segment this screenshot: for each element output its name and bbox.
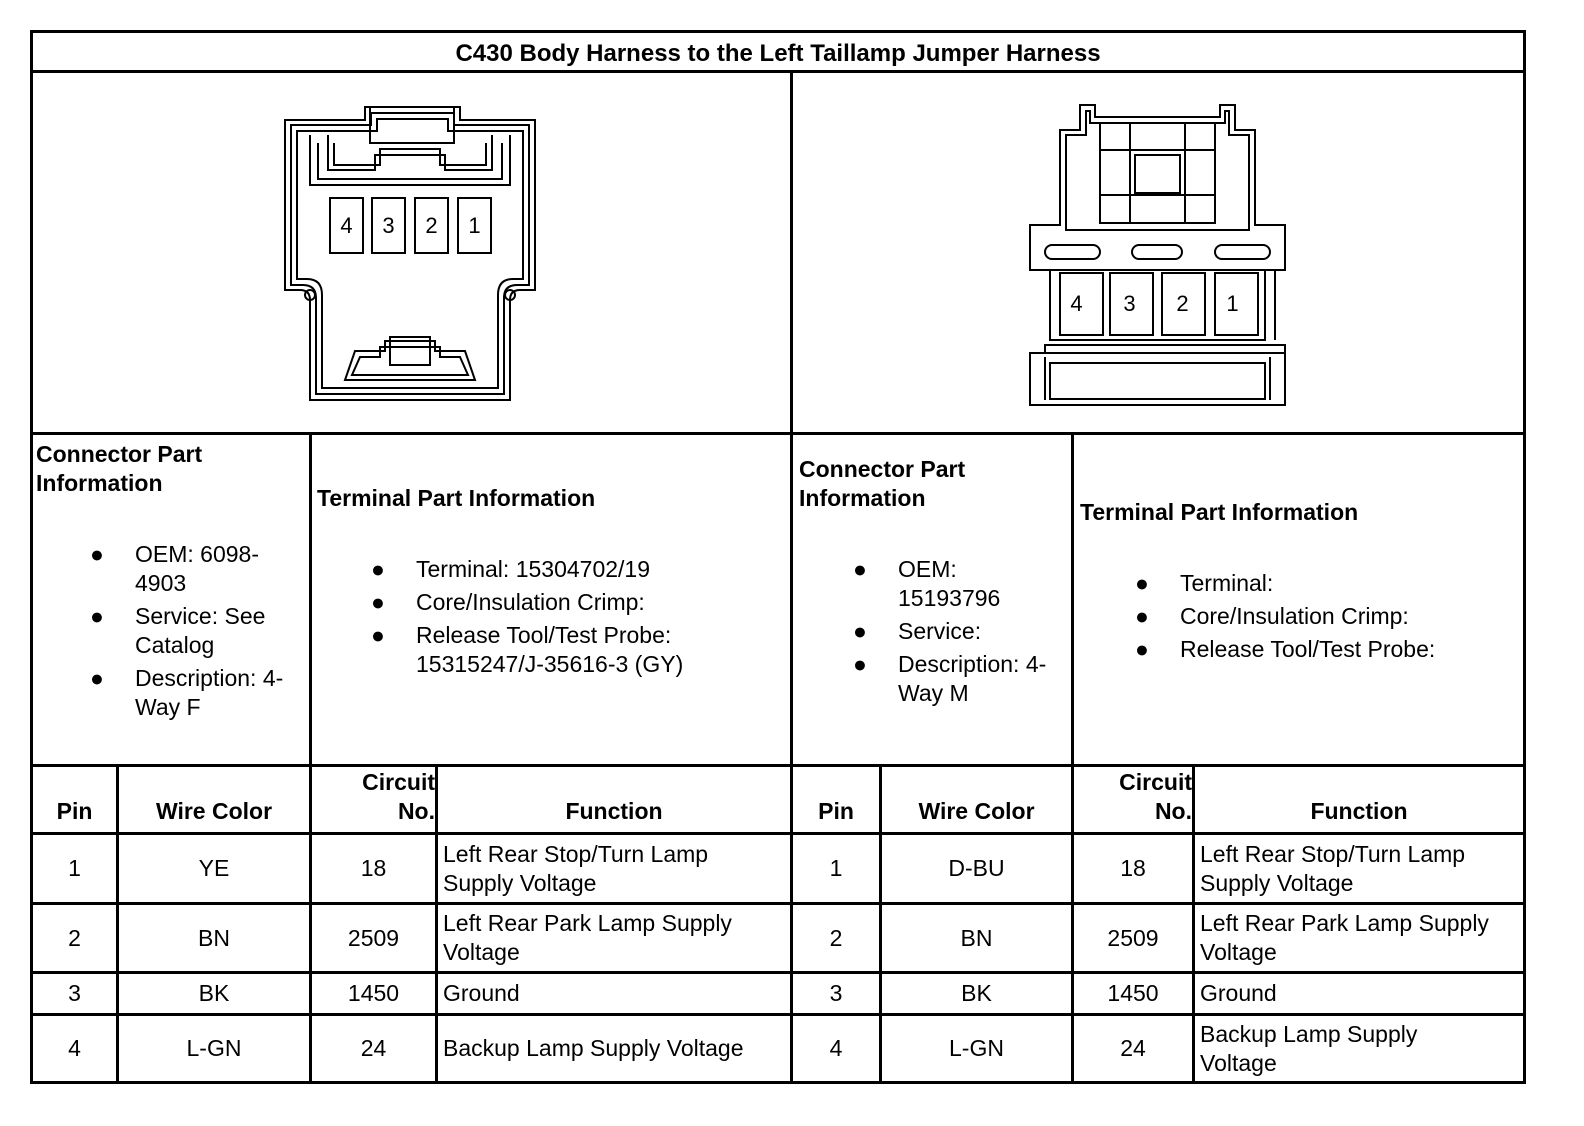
connector-info-heading: Connector Part Information bbox=[36, 441, 203, 496]
cell-function: Ground bbox=[443, 980, 520, 1006]
pin-label: 2 bbox=[1176, 291, 1189, 316]
cell-wire-color: BK bbox=[961, 980, 992, 1006]
column-header-circuit: Circuit No. bbox=[1119, 769, 1192, 824]
connector-info-heading: Connector Part Information bbox=[799, 456, 966, 511]
cell-pin: 3 bbox=[829, 980, 843, 1006]
column-header-pin: Pin bbox=[818, 798, 854, 824]
cell-circuit: 1450 bbox=[347, 980, 400, 1006]
page-title: C430 Body Harness to the Left Taillamp Jumper Harness bbox=[455, 40, 1101, 67]
cell-function: Left Rear Stop/Turn Lamp Supply Voltage bbox=[1200, 840, 1466, 896]
cell-circuit: 2509 bbox=[347, 924, 400, 951]
list-item: ● Core/Insulation Crimp: bbox=[1135, 603, 1409, 629]
list-item: ● Service: bbox=[853, 618, 982, 644]
pin-label: 4 bbox=[340, 212, 353, 238]
column-header-circuit: Circuit No. bbox=[362, 769, 435, 824]
cell-circuit: 18 bbox=[360, 855, 387, 881]
cell-wire-color: YE bbox=[198, 855, 230, 881]
cell-function: Left Rear Park Lamp Supply Voltage bbox=[443, 910, 732, 965]
cell-function: Backup Lamp Supply Voltage bbox=[443, 1035, 744, 1061]
cell-pin: 4 bbox=[829, 1035, 843, 1061]
female-connector-diagram bbox=[270, 95, 550, 415]
list-item: ● Terminal: bbox=[1135, 570, 1274, 596]
list-item: ● Terminal: 15304702/19 bbox=[371, 556, 650, 582]
cell-wire-color: BN bbox=[960, 924, 993, 951]
terminal-info-list bbox=[1135, 569, 1520, 668]
terminal-info-list bbox=[371, 555, 786, 683]
cell-pin: 1 bbox=[829, 855, 843, 881]
terminal-info-heading: Terminal Part Information bbox=[317, 485, 596, 511]
pin-label: 3 bbox=[1123, 291, 1136, 316]
connector-info-list bbox=[853, 555, 1068, 712]
pin-label: 4 bbox=[1070, 291, 1083, 316]
cell-pin: 2 bbox=[68, 924, 81, 951]
cell-circuit: 1450 bbox=[1107, 980, 1159, 1006]
column-header-pin: Pin bbox=[56, 798, 93, 824]
cell-pin: 3 bbox=[68, 980, 81, 1006]
pin-label: 3 bbox=[382, 212, 395, 238]
cell-wire-color: BN bbox=[198, 924, 230, 951]
cell-wire-color: D-BU bbox=[948, 855, 1005, 881]
cell-pin: 4 bbox=[68, 1035, 81, 1061]
divider bbox=[30, 70, 1526, 73]
column-header-wire-color: Wire Color bbox=[918, 798, 1035, 824]
terminal-info-heading: Terminal Part Information bbox=[1080, 499, 1359, 525]
list-item: ● Release Tool/Test Probe: bbox=[1135, 636, 1436, 662]
pin-label: 1 bbox=[468, 212, 481, 238]
cell-wire-color: L-GN bbox=[186, 1035, 242, 1061]
list-item: ● Description: 4- Way M bbox=[853, 651, 1047, 706]
column-header-function: Function bbox=[1310, 798, 1408, 824]
cell-wire-color: L-GN bbox=[949, 1035, 1004, 1061]
cell-pin: 1 bbox=[68, 855, 81, 881]
cell-function: Left Rear Stop/Turn Lamp Supply Voltage bbox=[443, 840, 709, 896]
list-item: ● Service: See Catalog bbox=[90, 603, 266, 658]
list-item: ● Description: 4- Way F bbox=[90, 665, 284, 720]
list-item: ● OEM: 15193796 bbox=[853, 556, 1001, 611]
pin-label: 2 bbox=[425, 212, 438, 238]
column-header-function: Function bbox=[565, 798, 663, 824]
cell-function: Ground bbox=[1200, 980, 1277, 1006]
cell-circuit: 24 bbox=[360, 1035, 387, 1061]
male-connector-diagram bbox=[1020, 95, 1295, 415]
cell-circuit: 2509 bbox=[1107, 924, 1159, 951]
cell-function: Backup Lamp Supply Voltage bbox=[1200, 1020, 1418, 1076]
list-item: ● Release Tool/Test Probe: 15315247/J-35616-3 (GY) bbox=[371, 622, 684, 677]
connector-info-list bbox=[90, 540, 305, 726]
cell-wire-color: BK bbox=[198, 980, 230, 1006]
list-item: ● OEM: 6098- 4903 bbox=[90, 541, 259, 596]
cell-function: Left Rear Park Lamp Supply Voltage bbox=[1200, 910, 1489, 965]
column-header-wire-color: Wire Color bbox=[155, 798, 273, 824]
cell-circuit: 24 bbox=[1120, 1035, 1146, 1061]
cell-pin: 2 bbox=[829, 924, 843, 951]
list-item: ● Core/Insulation Crimp: bbox=[371, 589, 645, 615]
cell-circuit: 18 bbox=[1120, 855, 1146, 881]
pin-label: 1 bbox=[1226, 291, 1239, 316]
divider bbox=[30, 432, 1526, 435]
